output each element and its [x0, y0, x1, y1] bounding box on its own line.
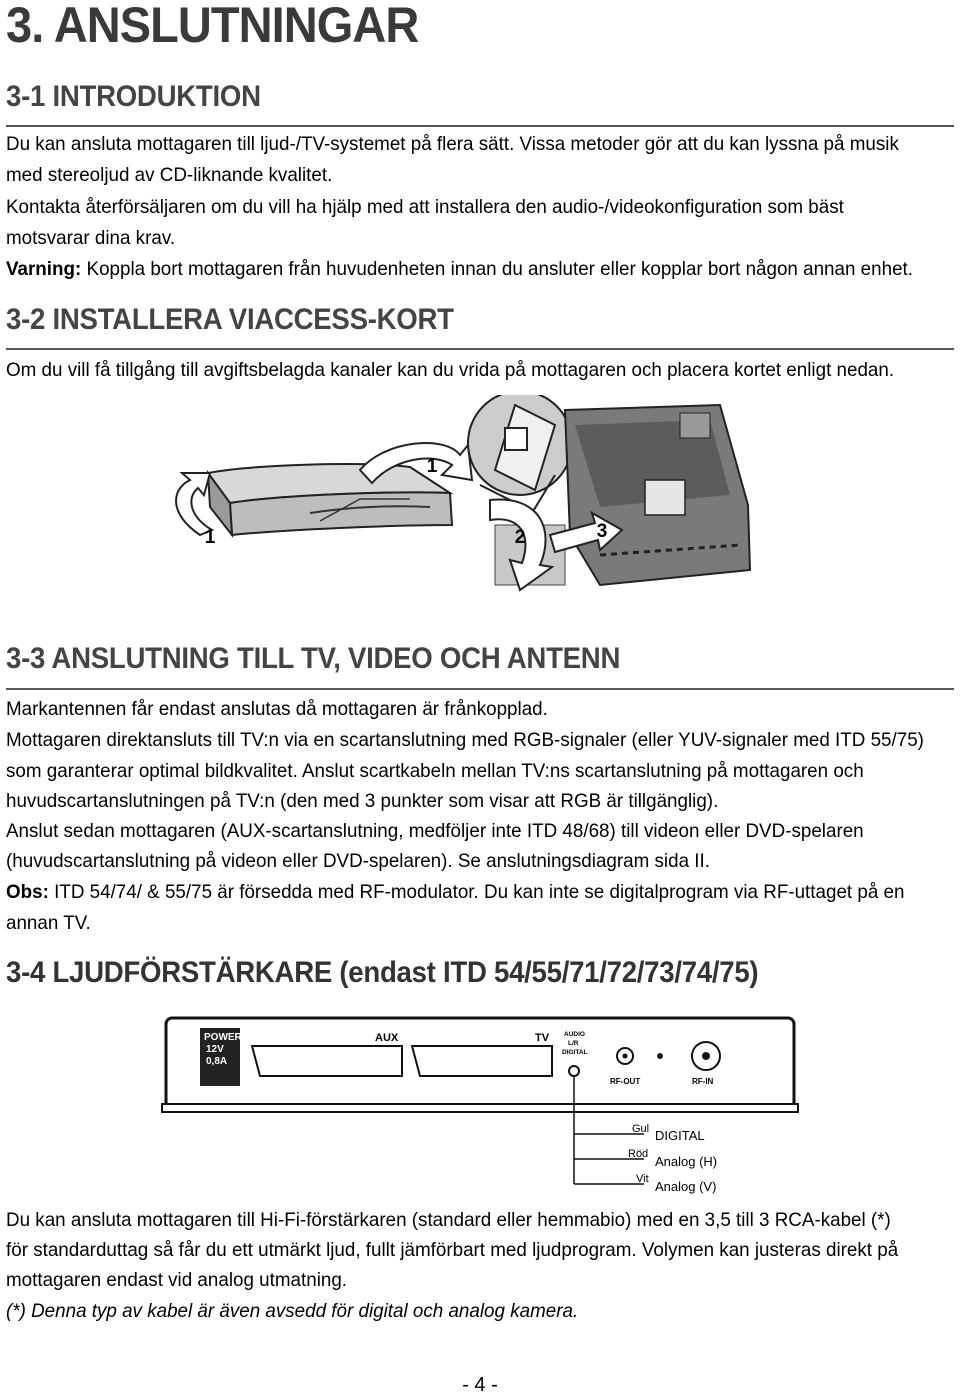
tv-obs	[6, 877, 921, 908]
rotate-arrow-left	[176, 473, 212, 535]
tv-line-1: Markantennen får endast anslutas då mottagaren är frånkopplad.	[6, 698, 548, 720]
receiver-box-drawing	[208, 464, 452, 535]
step-label: 1	[426, 456, 438, 477]
wire-color-label: Vit	[636, 1173, 649, 1185]
card-install-illustration	[160, 395, 760, 600]
tv-line-8: annan TV.	[6, 912, 91, 934]
audio-jack-label: L/R	[568, 1040, 579, 1047]
wire-color-label: Gul	[632, 1123, 650, 1135]
warning-text: Koppla bort mottagaren från huvudenheten innan du ansluter eller kopplar bort någon annan enhet.	[81, 258, 914, 280]
section-rule	[6, 688, 954, 690]
rf-out-label: RF-OUT	[610, 1077, 641, 1086]
audio-line-2: för standarduttag så får du ett utmärkt ljud, fullt jämförbart med ljudprogram. Volymen kan justeras direkt på	[6, 1239, 899, 1261]
tv-line-4: huvudscartanslutningen på TV:n (den med 3 punkter som visar att RGB är tillgänglig).	[6, 790, 719, 812]
step-label: 1	[204, 527, 216, 548]
aux-scart-connector	[252, 1046, 402, 1076]
obs-text: ITD 54/74/ & 55/75 är försedda med RF-modulator. Du kan inte se digitalprogram via RF-uttaget på en	[48, 881, 905, 903]
aux-label: AUX	[375, 1032, 399, 1044]
step-label: 3	[596, 521, 608, 542]
step-label: 2	[514, 527, 526, 548]
power-label: POWER	[204, 1032, 242, 1043]
section-heading-intro: 3-1 INTRODUKTION	[6, 80, 261, 113]
section-heading-viaccess: 3-2 INSTALLERA VIACCESS-KORT	[6, 303, 454, 336]
audio-footnote: (*) Denna typ av kabel är även avsedd för digital och analog kamera.	[6, 1300, 579, 1322]
intro-warning	[6, 254, 921, 285]
audio-line-1: Du kan ansluta mottagaren till Hi-Fi-förstärkaren (standard eller hemmabio) med en 3,5 till 3 RCA-kabel (*)	[6, 1209, 891, 1231]
tv-line-6: (huvudscartanslutning på videon eller DVD-spelaren). Se anslutningsdiagram sida II.	[6, 850, 710, 872]
page-number: - 4 -	[462, 1374, 498, 1396]
audio-line-3: mottagaren endast vid analog utmatning.	[6, 1269, 348, 1291]
intro-line-1: Du kan ansluta mottagaren till ljud-/TV-systemet på flera sätt. Vissa metoder gör att du kan lyssna på musik	[6, 133, 899, 155]
tv-scart-connector	[412, 1046, 552, 1076]
section-rule	[6, 348, 954, 350]
warning-label: Varning:	[6, 258, 82, 280]
power-amp: 0,8A	[206, 1056, 228, 1067]
tv-line-5: Anslut sedan mottagaren (AUX-scartanslutning, medföljer inte ITD 48/68) till videon eller DVD-spelaren	[6, 820, 864, 842]
tv-line-3: som garanterar optimal bildkvalitet. Anslut scartkabeln mellan TV:ns scartanslutning på mottagaren och	[6, 760, 864, 782]
section-heading-tv: 3-3 ANSLUTNING TILL TV, VIDEO OCH ANTENN	[6, 642, 621, 675]
intro-line-4: motsvarar dina krav.	[6, 227, 176, 249]
section-rule	[6, 125, 954, 127]
tv-line-2: Mottagaren direktansluts till TV:n via en scartanslutning med RGB-signaler (eller YUV-signaler med ITD 55/75)	[6, 729, 924, 751]
audio-jack-label: DIGITAL	[562, 1049, 588, 1056]
intro-line-2: med stereoljud av CD-liknande kvalitet.	[6, 164, 333, 186]
power-volt: 12V	[206, 1044, 224, 1055]
wire-color-label: Röd	[628, 1148, 649, 1160]
rear-panel-illustration	[160, 1012, 800, 1202]
wire-signal-label: Analog (V)	[655, 1179, 717, 1194]
wire-signal-label: Analog (H)	[655, 1154, 718, 1169]
page-title: 3. ANSLUTNINGAR	[6, 0, 419, 53]
audio-jack	[569, 1066, 579, 1076]
audio-jack-label: AUDIO	[564, 1031, 585, 1038]
rf-in-label: RF-IN	[692, 1077, 714, 1086]
wire-signal-label: DIGITAL	[655, 1128, 705, 1143]
section-heading-audio: 3-4 LJUDFÖRSTÄRKARE (endast ITD 54/55/71/72/73/74/75)	[6, 956, 759, 989]
tv-label: TV	[535, 1032, 550, 1044]
viaccess-text: Om du vill få tillgång till avgiftsbelagda kanaler kan du vrida på mottagaren och placera kortet enligt nedan.	[6, 359, 895, 381]
intro-line-3: Kontakta återförsäljaren om du vill ha hjälp med att installera den audio-/videokonfiguration som bäst	[6, 196, 844, 218]
receiver-bottom-drawing	[565, 405, 750, 585]
obs-label: Obs:	[6, 881, 49, 903]
